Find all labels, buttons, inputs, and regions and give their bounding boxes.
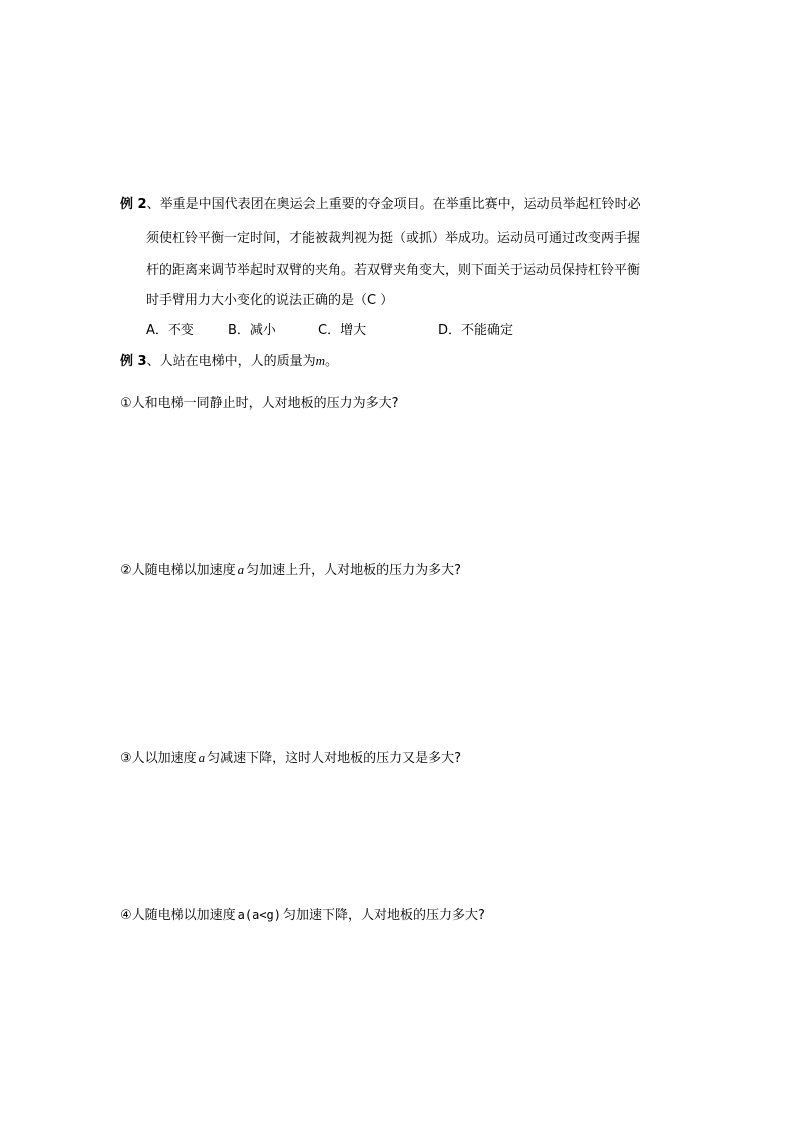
- question-4-var: a(a<g): [237, 908, 282, 922]
- question-4: [120, 906, 485, 925]
- question-3-var: a: [198, 750, 206, 765]
- question-4-suffix: 匀加速下降，人对地板的压力多大?: [283, 908, 485, 923]
- example3-label: 例 3: [120, 354, 147, 369]
- example3-intro: [120, 352, 338, 371]
- example2-line3: 杆的距离来调节举起时双臂的夹角。若双臂夹角变大，则下面关于运动员保持杠铃平衡: [146, 263, 641, 278]
- example2-option-c: C．增大: [318, 323, 367, 338]
- example2-option-d: D．不能确定: [438, 323, 514, 338]
- question-4-prefix: ④人随电梯以加速度: [120, 908, 236, 923]
- example2-text-line1: 、举重是中国代表团在奥运会上重要的夺金项目。在举重比赛中，运动员举起杠铃时必: [146, 197, 641, 212]
- example3-intro-prefix: 、人站在电梯中，人的质量为: [146, 354, 316, 369]
- example2-label: 例 2: [120, 197, 147, 212]
- question-3-suffix: 匀减速下降，这时人对地板的压力又是多大?: [207, 751, 462, 766]
- example3-intro-suffix: 。: [324, 354, 338, 369]
- example2-option-a: A．不变: [146, 323, 194, 338]
- example2-line1: [120, 196, 641, 214]
- question-2-suffix: 匀加速上升，人对地板的压力为多大?: [246, 563, 462, 578]
- example2-option-b: B．减小: [228, 323, 276, 338]
- question-2: [120, 561, 461, 580]
- example2-line4: 时手臂用力大小变化的说法正确的是（C ）: [146, 293, 394, 308]
- question-2-var: a: [237, 562, 245, 577]
- question-2-prefix: ②人随电梯以加速度: [120, 563, 236, 578]
- example3-intro-var: m: [315, 353, 325, 368]
- question-3: [120, 749, 461, 768]
- question-1: ①人和电梯一同静止时，人对地板的压力为多大?: [120, 396, 399, 411]
- question-3-prefix: ③人以加速度: [120, 751, 197, 766]
- example2-line2: 须使杠铃平衡一定时间，才能被裁判视为挺（或抓）举成功。运动员可通过改变两手握: [146, 231, 641, 246]
